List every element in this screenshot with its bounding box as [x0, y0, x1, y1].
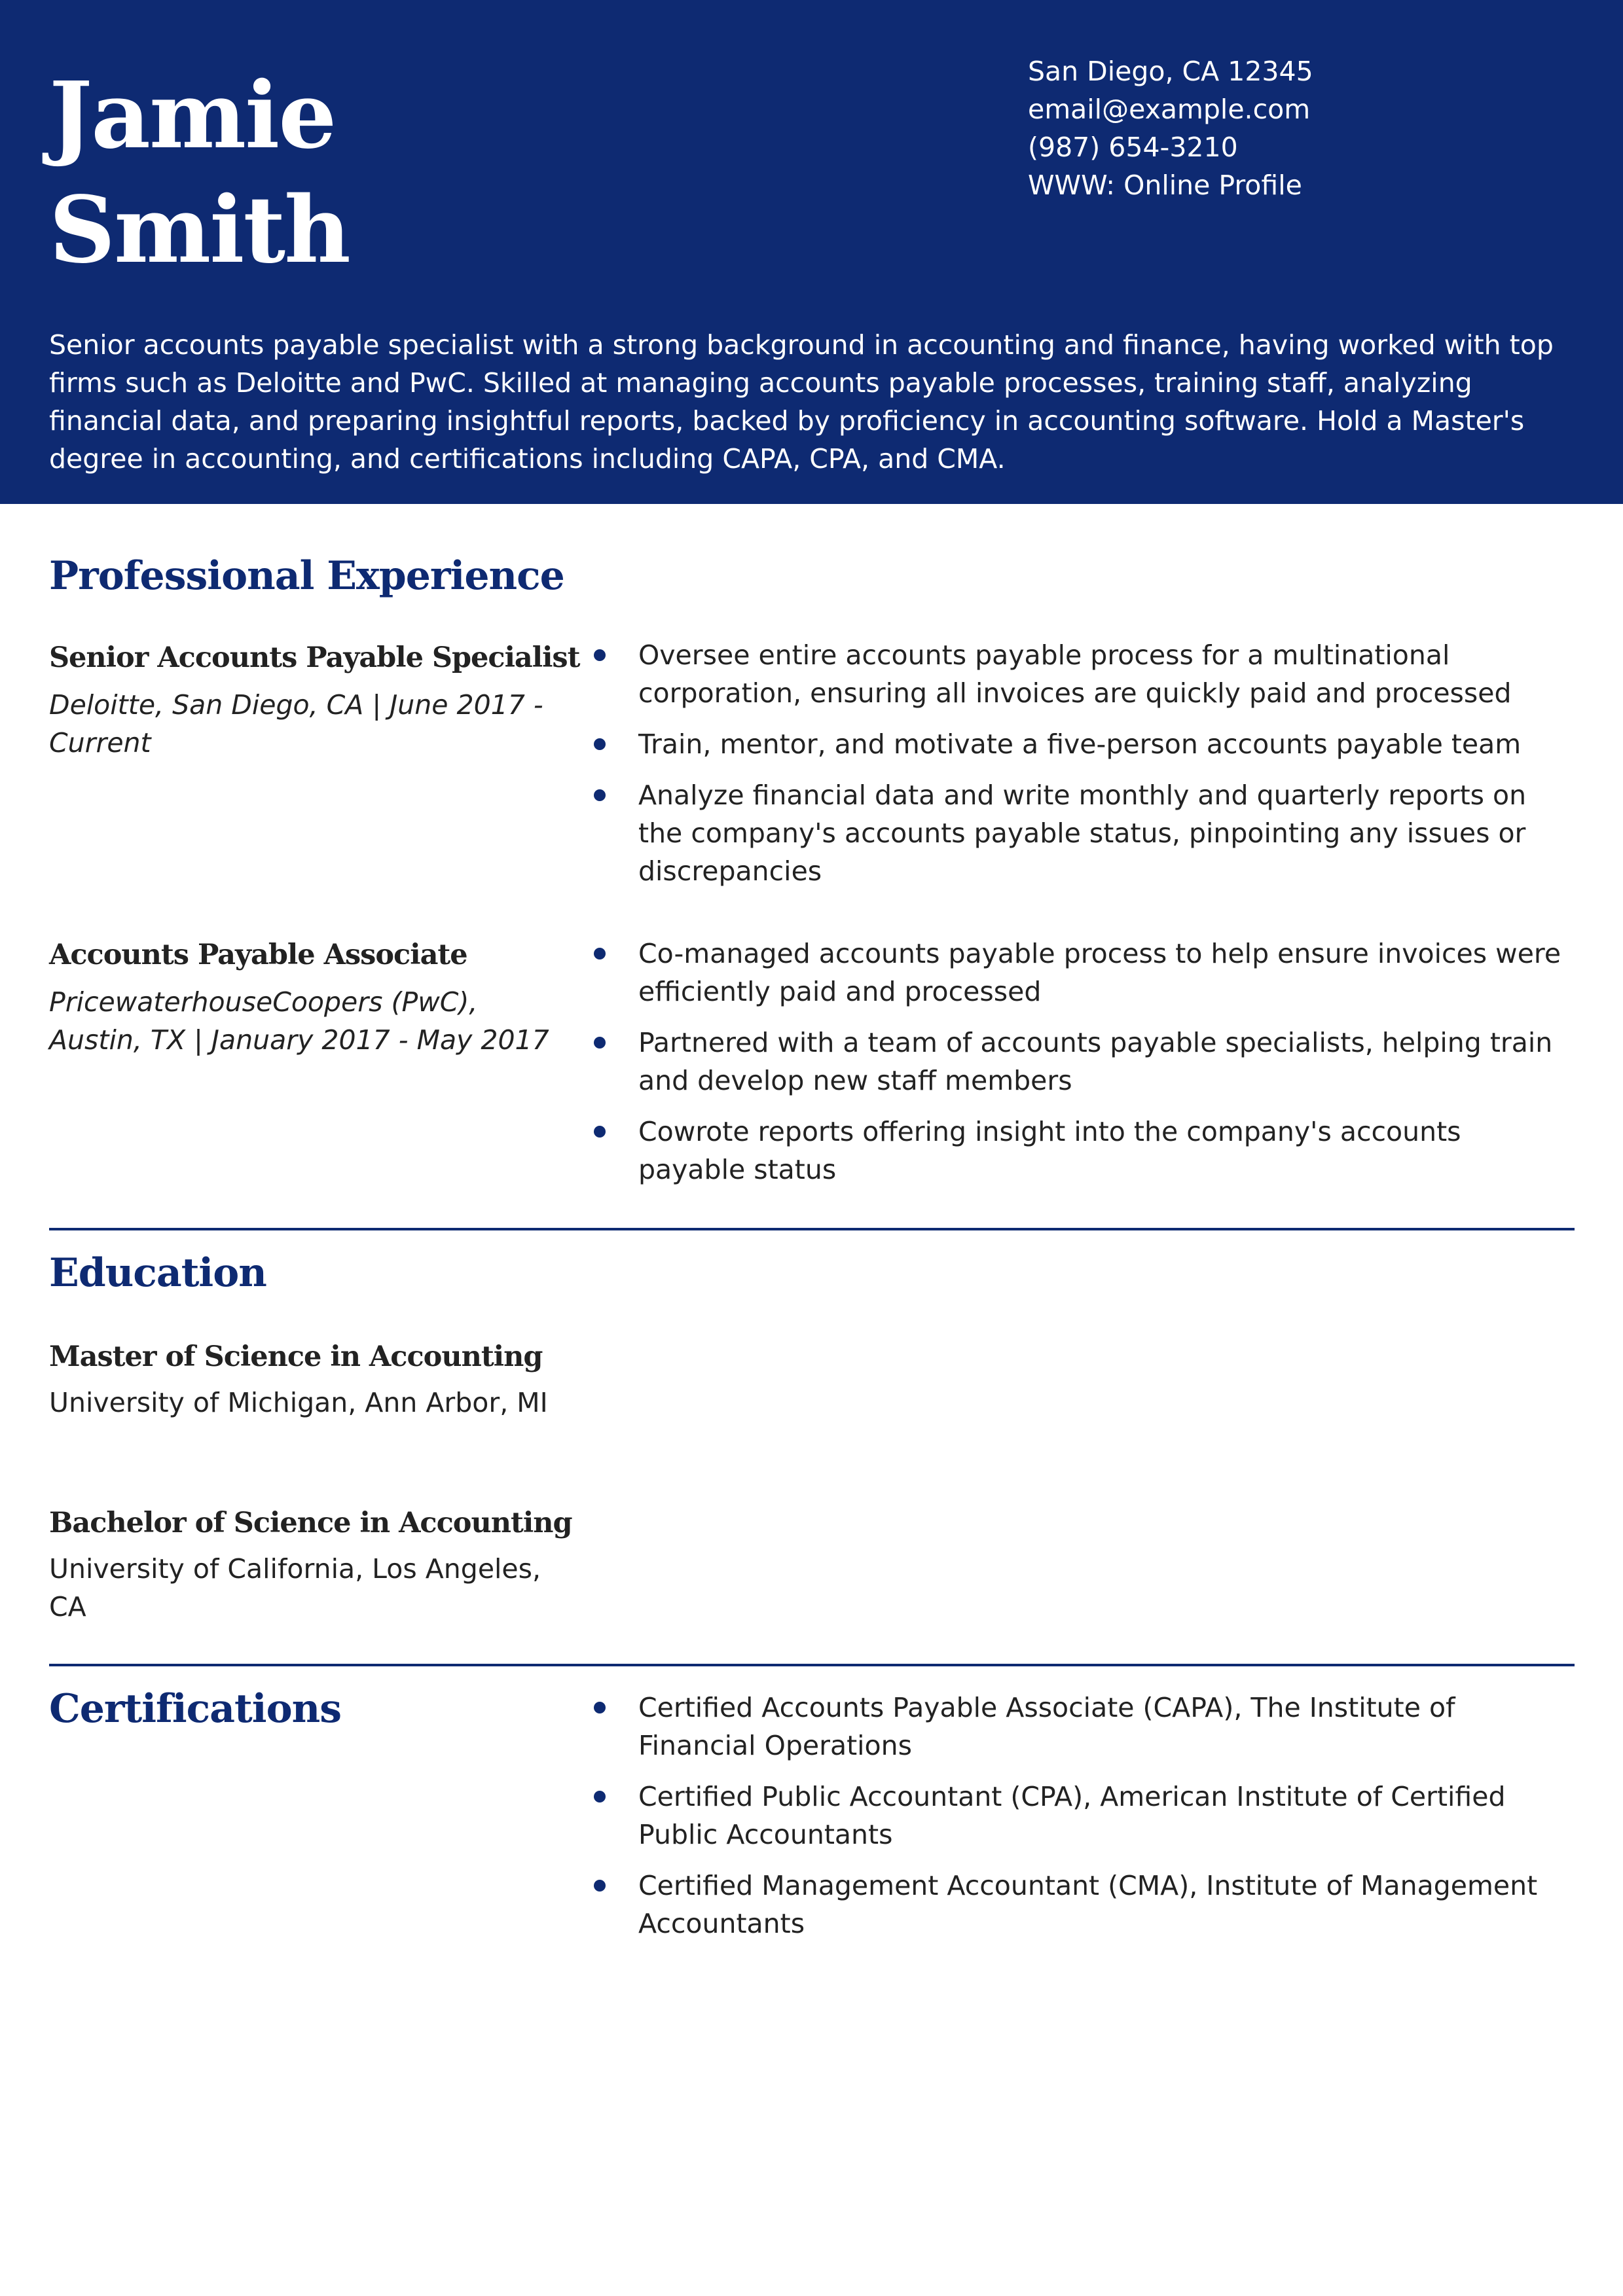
contact-info [1028, 52, 1313, 204]
contact-location: San Diego, CA 12345 [1028, 56, 1313, 87]
list-item [593, 725, 1575, 763]
bullet-text: Co-managed accounts payable process to help ensure invoices were efficiently paid and processed [638, 938, 1561, 1007]
contact-website[interactable]: WWW: Online Profile [1028, 170, 1302, 201]
school-name: University of California, Los Angeles, CA [49, 1553, 541, 1623]
bullet-text: Analyze financial data and write monthly and quarterly reports on the company's accounts payable status, pinpointing any issues or discrepancies [638, 780, 1527, 887]
professional-summary: Senior accounts payable specialist with a strong background in accounting and finance, having worked with top firms such as Deloitte and PwC. Skilled at managing accounts payable processes, training staff, analyzing financial data, and preparing insightful reports, backed by proficiency in accounting software. Hold a Master's degree in accounting, and certifications including CAPA, CPA, and CMA. [49, 329, 1554, 475]
job-title: Senior Accounts Payable Specialist [49, 641, 580, 674]
last-name: Smith [49, 177, 350, 284]
bullet-icon [594, 1702, 606, 1713]
certifications-section-title: Certifications [49, 1686, 341, 1732]
contact-phone: (987) 654-3210 [1028, 132, 1238, 163]
section-divider [49, 1228, 1575, 1230]
bullet-text: Oversee entire accounts payable process for a multinational corporation, ensuring all invoices are quickly paid and processed [638, 639, 1512, 709]
contact-email[interactable]: email@example.com [1028, 94, 1311, 125]
list-item [593, 935, 1575, 1011]
resume-header [0, 0, 1623, 504]
degree-title: Bachelor of Science in Accounting [49, 1507, 572, 1539]
job-meta: PricewaterhouseCoopers (PwC), Austin, TX | January 2017 - May 2017 [49, 986, 549, 1056]
certification-text: Certified Accounts Payable Associate (CAPA), The Institute of Financial Operations [638, 1692, 1455, 1761]
bullet-icon [594, 1880, 606, 1892]
list-item [593, 1689, 1575, 1765]
bullet-text: Cowrote reports offering insight into the company's accounts payable status [638, 1116, 1461, 1185]
experience-section-title: Professional Experience [49, 553, 564, 599]
certification-text: Certified Public Accountant (CPA), American Institute of Certified Public Accountants [638, 1781, 1506, 1850]
bullet-icon [594, 1126, 606, 1138]
education-section-title: Education [49, 1250, 266, 1296]
job-meta: Deloitte, San Diego, CA | June 2017 - Current [49, 689, 543, 759]
bullet-text: Train, mentor, and motivate a five-person accounts payable team [638, 728, 1522, 760]
section-divider [49, 1664, 1575, 1666]
degree-title: Master of Science in Accounting [49, 1340, 543, 1373]
list-item [593, 1867, 1575, 1943]
list-item [593, 1778, 1575, 1854]
first-name: Jamie [49, 62, 336, 170]
bullet-icon [594, 1791, 606, 1803]
certification-list [593, 1689, 1575, 1956]
list-item [593, 636, 1575, 712]
bullet-icon [594, 1037, 606, 1049]
bullet-icon [594, 948, 606, 960]
bullet-icon [594, 738, 606, 750]
job-bullet-list [593, 935, 1575, 1202]
candidate-name [49, 59, 350, 288]
list-item [593, 1024, 1575, 1100]
bullet-icon [594, 649, 606, 661]
job-bullet-list [593, 636, 1575, 903]
bullet-text: Partnered with a team of accounts payable specialists, helping train and develop new staff members [638, 1027, 1553, 1096]
list-item [593, 1113, 1575, 1189]
bullet-icon [594, 789, 606, 801]
job-title: Accounts Payable Associate [49, 939, 467, 971]
school-name: University of Michigan, Ann Arbor, MI [49, 1387, 548, 1418]
list-item [593, 776, 1575, 890]
certification-text: Certified Management Accountant (CMA), Institute of Management Accountants [638, 1870, 1538, 1939]
